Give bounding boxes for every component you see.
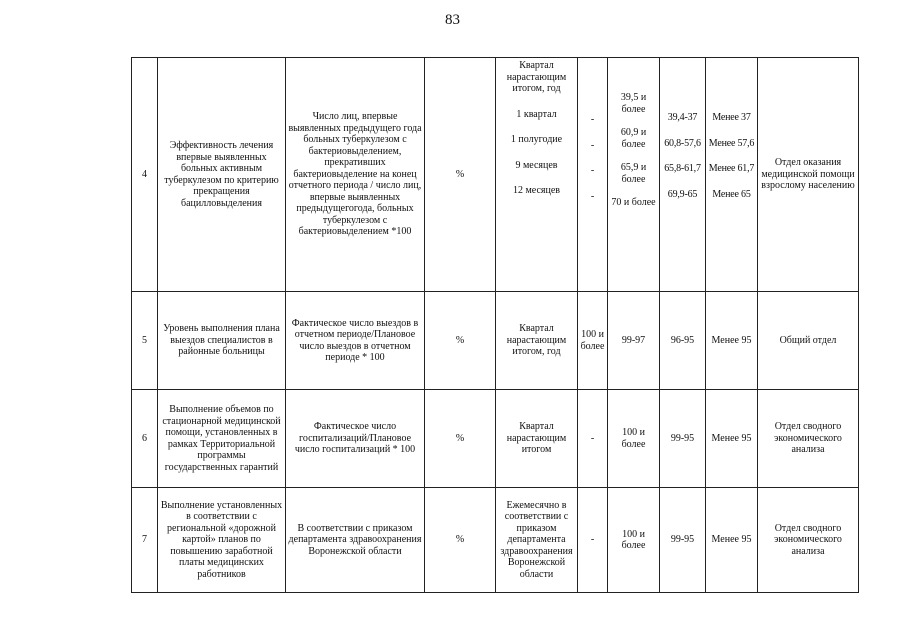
periodicity-header: Квартал нарастающим итогом, год <box>506 60 567 94</box>
high-value: 39,5 и более <box>620 92 647 115</box>
low-value: Менее 61,7 <box>708 163 755 174</box>
base-values-cell <box>578 58 608 292</box>
low-value: Менее 95 <box>706 390 758 488</box>
medium-value: 96-95 <box>660 292 706 390</box>
period-item: 12 месяцев <box>512 185 561 196</box>
indicator-formula: В соответствии с приказом департамента здравоохранения Воронежской области <box>286 488 425 593</box>
unit: % <box>425 390 496 488</box>
responsible-department: Общий отдел <box>758 292 859 390</box>
unit: % <box>425 488 496 593</box>
high-value: 100 и более <box>608 390 660 488</box>
high-value: 100 и более <box>608 488 660 593</box>
page-number: 83 <box>445 12 460 28</box>
low-value: Менее 95 <box>706 488 758 593</box>
low-value: Менее 95 <box>706 292 758 390</box>
medium-value: 99-95 <box>660 390 706 488</box>
base-value: - <box>578 390 608 488</box>
periodicity: Квартал нарастающим итогом, год <box>496 292 578 390</box>
responsible-department: Отдел сводного экономического анализа <box>758 488 859 593</box>
indicator-name: Эффективность лечения впервые выявленных больных активным туберкулезом по критерию прекращения бацилловыделения <box>158 58 286 292</box>
base-value: - <box>578 488 608 593</box>
medium-values-cell <box>660 58 706 292</box>
medium-value: 65,8-61,7 <box>664 163 701 174</box>
base-value: - <box>590 139 595 151</box>
low-value: Менее 65 <box>712 188 751 200</box>
table-row <box>132 58 859 292</box>
periodicity: Квартал нарастающим итогом <box>496 390 578 488</box>
base-value: - <box>590 190 595 202</box>
row-number: 4 <box>132 58 158 292</box>
table-row <box>132 390 859 488</box>
base-value: - <box>590 165 595 176</box>
low-value: Менее 57,6 <box>708 137 755 149</box>
high-values-cell <box>608 58 660 292</box>
indicator-formula: Фактическое число госпитализаций/Плановое число госпитализаций * 100 <box>286 390 425 488</box>
low-values-cell <box>706 58 758 292</box>
periodicity: Ежемесячно в соответствии с приказом департамента здравоохранения Воронежской области <box>496 488 578 593</box>
responsible-department: Отдел сводного экономического анализа <box>758 390 859 488</box>
high-value: 70 и более <box>611 197 656 208</box>
indicators-table <box>131 57 859 593</box>
base-value: 100 и более <box>578 292 608 390</box>
table-row <box>132 292 859 390</box>
responsible-department: Отдел оказания медицинской помощи взрослому населению <box>758 58 859 292</box>
high-value: 60,9 и более <box>620 127 647 150</box>
row-number: 6 <box>132 390 158 488</box>
unit: % <box>425 292 496 390</box>
medium-value: 60,8-57,6 <box>664 137 701 149</box>
periodicity-cell <box>496 58 578 292</box>
period-item: 1 полугодие <box>510 134 563 145</box>
indicator-formula: Число лиц, впервые выявленных предыдущего года больных туберкулезом с бактериовыделением, прекративших бактериовыделение на конец отчетного периода / число лиц, впервые выявленных предыдущегогода, больных туберкулезом с бактериовыделением *100 <box>286 58 425 292</box>
table-row <box>132 488 859 593</box>
indicator-name: Выполнение установленных в соответствии с региональной «дорожной картой» планов по повышению заработной платы медицинских работников <box>158 488 286 593</box>
high-value: 65,9 и более <box>620 162 647 185</box>
medium-value: 99-95 <box>660 488 706 593</box>
indicator-formula: Фактическое число выездов в отчетном периоде/Плановое число выездов в отчетном периоде * 100 <box>286 292 425 390</box>
low-value: Менее 37 <box>712 112 751 123</box>
row-number: 5 <box>132 292 158 390</box>
unit: % <box>425 58 496 292</box>
medium-value: 39,4-37 <box>667 112 698 123</box>
period-item: 9 месяцев <box>515 159 558 171</box>
row-number: 7 <box>132 488 158 593</box>
high-value: 99-97 <box>608 292 660 390</box>
medium-value: 69,9-65 <box>667 188 698 200</box>
base-value: - <box>590 114 595 125</box>
indicator-name: Выполнение объемов по стационарной медицинской помощи, установленных в рамках Территориальной программы государственных гарантий <box>158 390 286 488</box>
period-item: 1 квартал <box>516 108 557 120</box>
indicator-name: Уровень выполнения плана выездов специалистов в районные больницы <box>158 292 286 390</box>
